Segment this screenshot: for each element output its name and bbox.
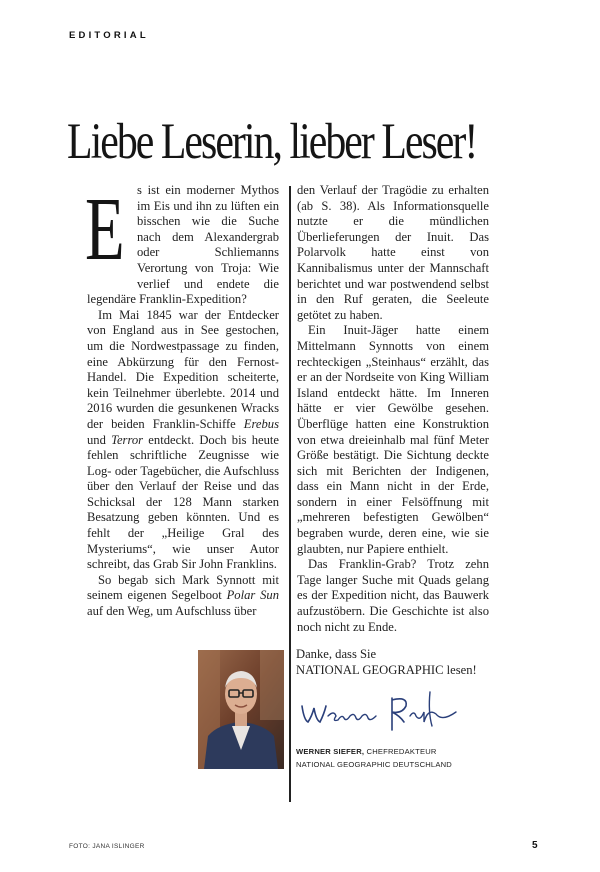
signoff-line: Danke, dass Sie [296,647,377,661]
body-paragraph: den Verlauf der Tragödie zu erhalten (ab S. 38). Als Informationsquelle nutzte er die mündlichen Überlieferungen der Inuit. Das Polarvolk hatte einst von Kannibalismus unter der Mannschaft berichtet und war postwendend selbst in den Ruf geraten, die Seeleute getötet zu haben. [297,183,489,322]
section-label: EDITORIAL [69,30,149,41]
body-text: entdeckt. Doch bis heute fehlen schriftliche Zeugnisse wie Log- oder Tagebücher, die Aufschluss über den Verlauf der Reise und das Schicksal der 128 Mann starken Besatzung geben könnten. Und es fehlt der „Heilige Gral des Mysteriums“, wie unser Autor schreibt, das Grab Sir John Franklins. [87,432,279,572]
ship-name: Erebus [243,416,279,431]
body-paragraph: Das Franklin-Grab? Trotz zehn Tage langer Suche mit Quads gelang es der Expedition nicht, das Bauwerk aufzustöbern. Die Geschichte ist also noch nicht zu Ende. [297,557,489,634]
body-paragraph [87,573,279,620]
body-paragraph: Ein Inuit-Jäger hatte einem Mittelmann Synnotts von einem rechteckigen „Steinhaus“ erzählt, das er an der Nordseite von King William Island entdeckt hätte. Im Inneren hätte er vier Gewölbe gesehen. Überflüge hatten eine Konstruktion von etwa dreieinhalb mal fünf Meter Größe bestätigt. Die Sichtung deckte sich mit Berichten der Indigenen, dass ein Mann nicht in der Erde, sondern in einer Felsöffnung mit „mehreren befestigten Gewölben“ begraben wurde, deren eine, wie sie glaubten, nur Papiere enthielt. [297,323,489,556]
left-column [85,180,279,620]
body-text: und [87,432,112,447]
right-column [297,183,489,635]
body-text: auf den Weg, um Aufschluss über [87,604,257,619]
intro-text: s ist ein moderner Mythos im Eis und ihn zu lüften ein bisschen wie die Suche nach dem Alexandergrab oder Schliemanns Verortung von Troja: Wie verlief und endete die legendäre Franklin-Expedition? [87,183,279,307]
intro-paragraph [85,180,279,308]
author-photo [198,650,284,769]
page-number: 5 [532,840,538,851]
author-name: WERNER SIEFER, [296,747,365,756]
boat-name: Polar Sun [226,588,279,603]
author-byline [296,745,452,771]
body-paragraph [87,308,279,573]
author-role: CHEFREDAKTEUR [364,747,437,756]
body-text: Im Mai 1845 war der Entdecker von England aus in See gestochen, um die Nordwestpassage zu finden, eine Abkürzung für den Fernost-Handel. Die Expedition scheiterte, kein Teilnehmer überlebte. 2014 und 2016 wurden die gesunkenen Wracks der beiden Franklin-Schiffe [87,307,279,431]
ship-name: Terror [111,432,144,447]
column-divider [289,186,291,802]
headline: Liebe Leserin, lieber Leser! [67,114,477,170]
author-name-line [296,745,452,758]
signoff [296,647,546,678]
photo-credit: FOTO: JANA ISLINGER [69,843,145,850]
handwritten-signature [296,686,466,734]
body-text: So begab sich Mark Synnott mit seinem eigenen Segelboot [87,572,279,603]
signoff-line: NATIONAL GEOGRAPHIC lesen! [296,662,477,677]
author-portrait-image [198,650,284,769]
publication-name: NATIONAL GEOGRAPHIC DEUTSCHLAND [296,760,452,769]
drop-cap: E [85,180,125,279]
